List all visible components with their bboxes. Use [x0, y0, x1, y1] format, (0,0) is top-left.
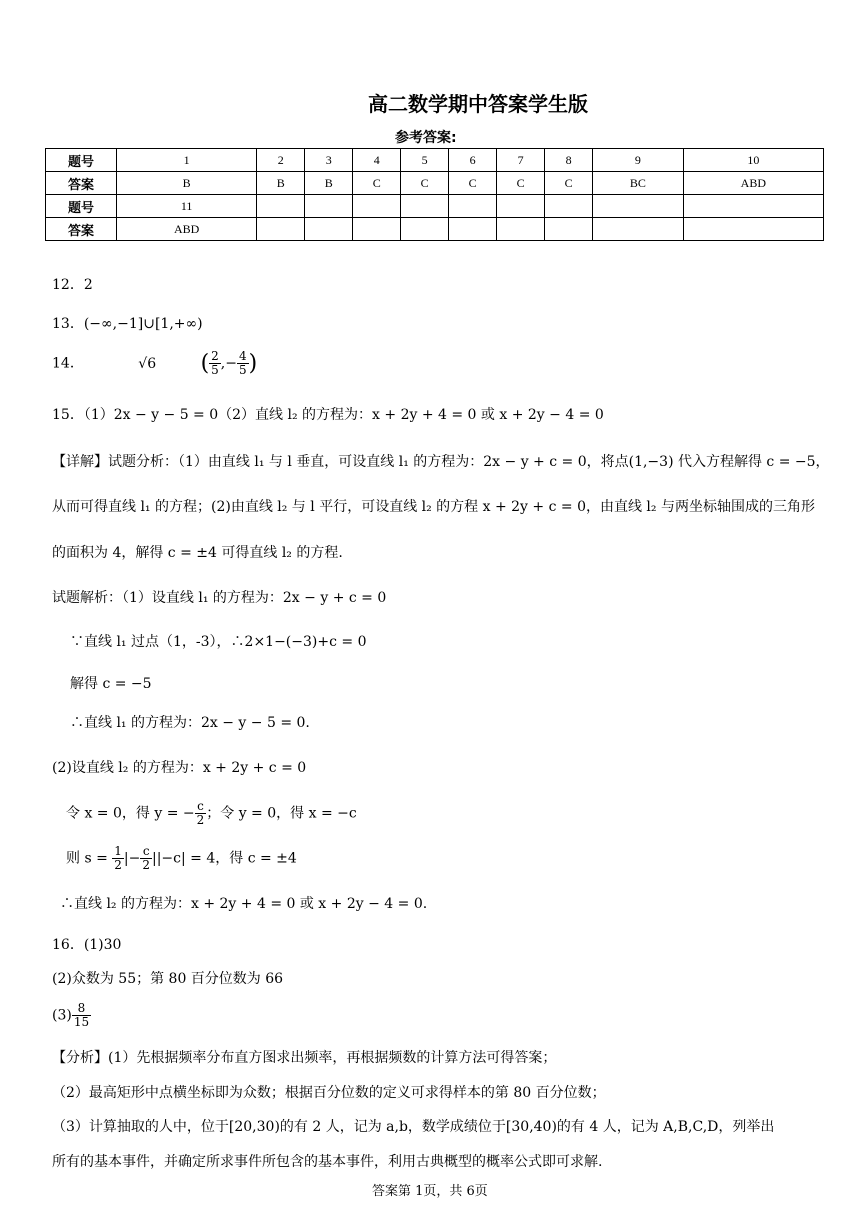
fraction: $\frac{c}{2}$	[196, 799, 205, 827]
fraction: $\frac{2}{5}$	[211, 349, 219, 377]
page-title: 高二数学期中答案学生版	[368, 92, 588, 116]
analysis-line-4: 所有的基本事件，并确定所求事件所包含的基本事件，利用古典概型的概率公式即可求解.	[52, 1154, 603, 1170]
answer-row	[46, 172, 824, 195]
fraction: $\frac{1}{2}$	[114, 844, 122, 872]
cell	[305, 218, 353, 241]
cell: B	[117, 172, 257, 195]
cell: C	[353, 172, 401, 195]
analysis-line-1: 【分析】(1）先根据频率分布直方图求出频率，再根据频数的计算方法可得答案；	[52, 1050, 557, 1066]
cell: C	[545, 172, 593, 195]
cell	[497, 218, 545, 241]
answer-14-sqrt: √6	[138, 355, 157, 372]
fraction: $\frac{8}{15}$	[73, 1001, 90, 1029]
cell	[545, 218, 593, 241]
answer-table	[45, 148, 824, 241]
solution-line-8: ∴直线 l₂ 的方程为：x + 2y + 4 = 0 或 x + 2y − 4 = 0.	[60, 896, 428, 912]
cell	[353, 195, 401, 218]
cell	[401, 218, 449, 241]
cell	[593, 218, 684, 241]
cell	[545, 195, 593, 218]
analysis-line-2: （2）最高矩形中点横坐标即为众数；根据百分位数的定义可求得样本的第 80 百分位数；	[52, 1085, 606, 1101]
solution-line-7: 则 s = $\frac{1}{2}$ |− $\frac{c}{2}$ ||−c| = 4，得 c = ±4	[66, 844, 297, 872]
detail-line-1: 【详解】试题分析：（1）由直线 l₁ 与 l 垂直，可设直线 l₁ 的方程为：2x − y + c = 0，将点(1,−3) 代入方程解得 c = −5，	[52, 454, 830, 470]
cell: 11	[117, 195, 257, 218]
answer-16-3: (3) $\frac{8}{15}$	[52, 1001, 90, 1029]
answer-row	[46, 218, 824, 241]
cell: 7	[497, 149, 545, 172]
cell	[401, 195, 449, 218]
cell: 9	[593, 149, 684, 172]
cell	[257, 218, 305, 241]
cell	[497, 195, 545, 218]
cell: 3	[305, 149, 353, 172]
cell: C	[401, 172, 449, 195]
answer-14: 14． √6 ( $\frac{2}{5}$ ,− $\frac{4}{5}$ )	[52, 349, 258, 377]
cell: ABD	[117, 218, 257, 241]
cell: 10	[683, 149, 823, 172]
cell: 6	[449, 149, 497, 172]
cell: BC	[593, 172, 684, 195]
answer-14-label: 14．	[52, 355, 84, 372]
solution-line-1: 试题解析：（1）设直线 l₁ 的方程为：2x − y + c = 0	[52, 590, 387, 606]
cell	[353, 218, 401, 241]
answer-16: 16．(1)30	[52, 937, 122, 953]
row-label: 题号	[46, 149, 117, 172]
question-row	[46, 195, 824, 218]
cell: C	[497, 172, 545, 195]
fraction: $\frac{c}{2}$	[142, 844, 150, 872]
cell	[257, 195, 305, 218]
solution-line-3: 解得 c = −5	[70, 676, 152, 692]
solution-line-2: ∵直线 l₁ 过点（1，-3），∴2×1−(−3)+c = 0	[70, 634, 367, 650]
detail-line-3: 的面积为 4，解得 c = ±4 可得直线 l₂ 的方程.	[52, 545, 343, 561]
cell: B	[257, 172, 305, 195]
cell: 8	[545, 149, 593, 172]
cell	[305, 195, 353, 218]
cell	[683, 195, 823, 218]
fraction: $\frac{4}{5}$	[238, 349, 247, 377]
cell: C	[449, 172, 497, 195]
cell	[449, 195, 497, 218]
solution-line-5: (2)设直线 l₂ 的方程为：x + 2y + c = 0	[52, 760, 307, 776]
cell	[683, 218, 823, 241]
cell	[593, 195, 684, 218]
answer-16-2: (2)众数为 55；第 80 百分位数为 66	[52, 971, 284, 987]
analysis-line-3: （3）计算抽取的人中，位于[20,30)的有 2 人，记为 a,b，数学成绩位于[30,40)的有 4 人，记为 A,B,C,D，列举出	[52, 1119, 775, 1135]
cell: 5	[401, 149, 449, 172]
detail-line-2: 从而可得直线 l₁ 的方程；(2)由直线 l₂ 与 l 平行，可设直线 l₂ 的方程 x + 2y + c = 0，由直线 l₂ 与两坐标轴围成的三角形	[52, 499, 815, 515]
answer-key-heading: 参考答案:	[395, 130, 457, 146]
cell: ABD	[683, 172, 823, 195]
cell	[449, 218, 497, 241]
answer-12: 12．2	[52, 277, 93, 293]
cell: 1	[117, 149, 257, 172]
solution-line-6: 令 x = 0，得 y = − $\frac{c}{2}$ ；令 y = 0，得 x = −c	[66, 799, 357, 827]
answer-13: 13．(−∞,−1]∪[1,+∞)	[52, 316, 203, 332]
cell: 4	[353, 149, 401, 172]
row-label: 答案	[46, 218, 117, 241]
cell: 2	[257, 149, 305, 172]
solution-line-4: ∴直线 l₁ 的方程为：2x − y − 5 = 0.	[70, 715, 310, 731]
row-label: 答案	[46, 172, 117, 195]
row-label: 题号	[46, 195, 117, 218]
page-footer: 答案第 1页，共 6页	[372, 1184, 488, 1199]
question-row	[46, 149, 824, 172]
cell: B	[305, 172, 353, 195]
answer-15: 15．（1）2x − y − 5 = 0（2）直线 l₂ 的方程为：x + 2y + 4 = 0 或 x + 2y − 4 = 0	[52, 407, 604, 423]
